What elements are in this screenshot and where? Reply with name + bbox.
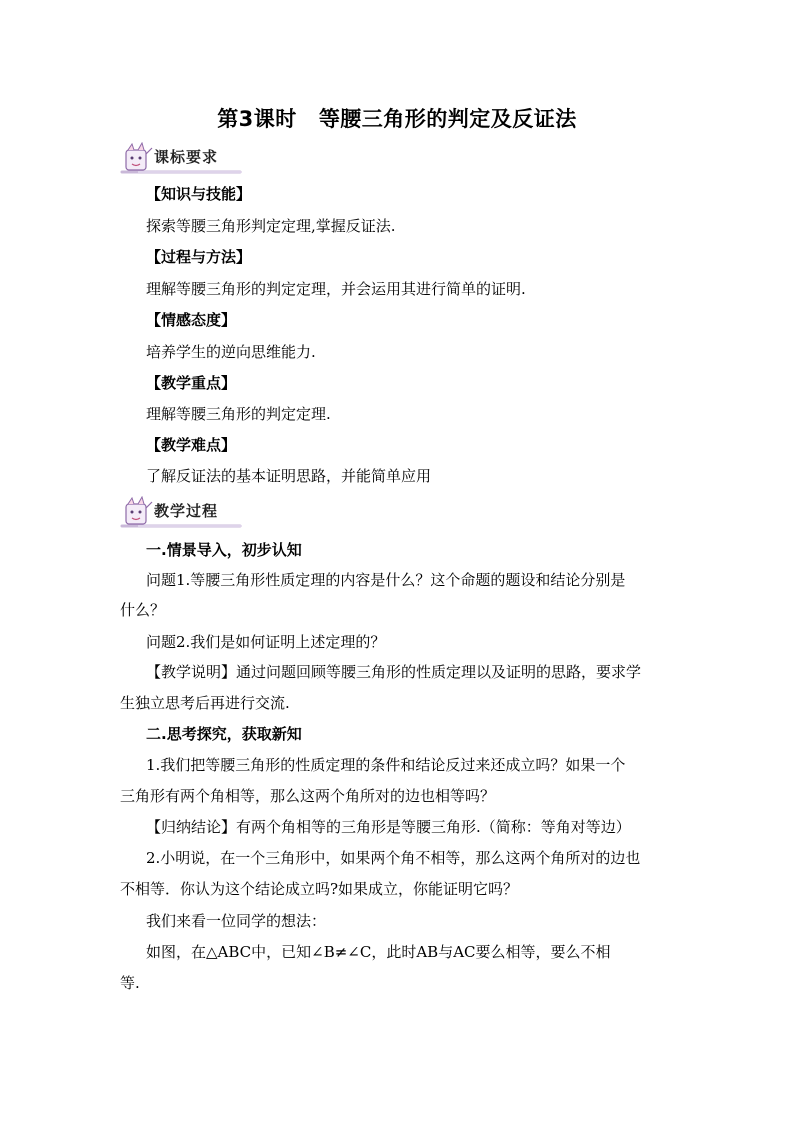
teaching-note-line2: 生独立思考后再进行交流.	[120, 694, 290, 712]
conclusion-text: 【归纳结论】有两个角相等的三角形是等腰三角形.（简称：等角对等边）	[146, 818, 631, 836]
question2: 问题2.我们是如何证明上述定理的？	[146, 633, 386, 651]
paragraph1-line1: 1.我们把等腰三角形的性质定理的条件和结论反过来还成立吗？如果一个	[146, 756, 626, 774]
focus-text: 理解等腰三角形的判定定理.	[146, 405, 331, 423]
question1-line2: 什么？	[120, 601, 166, 619]
part2-heading: 二.思考探究，获取新知	[146, 725, 302, 743]
lesson-topic: 等腰三角形的判定及反证法	[318, 107, 577, 131]
knowledge-text: 探索等腰三角形判定定理,掌握反证法.	[146, 217, 396, 235]
emotion-heading: 【情感态度】	[146, 311, 237, 329]
emotion-text: 培养学生的逆向思维能力.	[146, 343, 316, 361]
paragraph4-line2: 等.	[120, 974, 140, 992]
paragraph1-line2: 三角形有两个角相等，那么这两个角所对的边也相等吗？	[120, 787, 496, 805]
section-label: 教学过程	[154, 502, 219, 520]
focus-heading: 【教学重点】	[146, 374, 237, 392]
lesson-number: 第3课时	[217, 107, 297, 131]
paragraph2-line1: 2.小明说，在一个三角形中，如果两个角不相等，那么这两个角所对的边也	[146, 849, 641, 867]
page-title	[0, 103, 794, 133]
difficulty-heading: 【教学难点】	[146, 436, 237, 454]
section-label: 课标要求	[154, 148, 219, 166]
paragraph3: 我们来看一位同学的想法：	[146, 912, 327, 930]
question1-line1: 问题1.等腰三角形性质定理的内容是什么？这个命题的题设和结论分别是	[146, 571, 626, 589]
knowledge-heading: 【知识与技能】	[146, 185, 252, 203]
part1-heading: 一.情景导入，初步认知	[146, 541, 302, 559]
section-banner-process	[118, 496, 248, 528]
paragraph2-line2: 不相等．你认为这个结论成立吗?如果成立，你能证明它吗？	[120, 880, 519, 898]
teaching-note-line1: 【教学说明】通过问题回顾等腰三角形的性质定理以及证明的思路，要求学	[146, 663, 642, 681]
difficulty-text: 了解反证法的基本证明思路，并能简单应用	[146, 467, 432, 485]
paragraph4-line1: 如图，在△ABC中，已知∠B≠∠C，此时AB与AC要么相等，要么不相	[146, 943, 611, 961]
method-heading: 【过程与方法】	[146, 248, 252, 266]
section-banner-requirements	[118, 142, 248, 174]
method-text: 理解等腰三角形的判定定理，并会运用其进行简单的证明.	[146, 280, 526, 298]
